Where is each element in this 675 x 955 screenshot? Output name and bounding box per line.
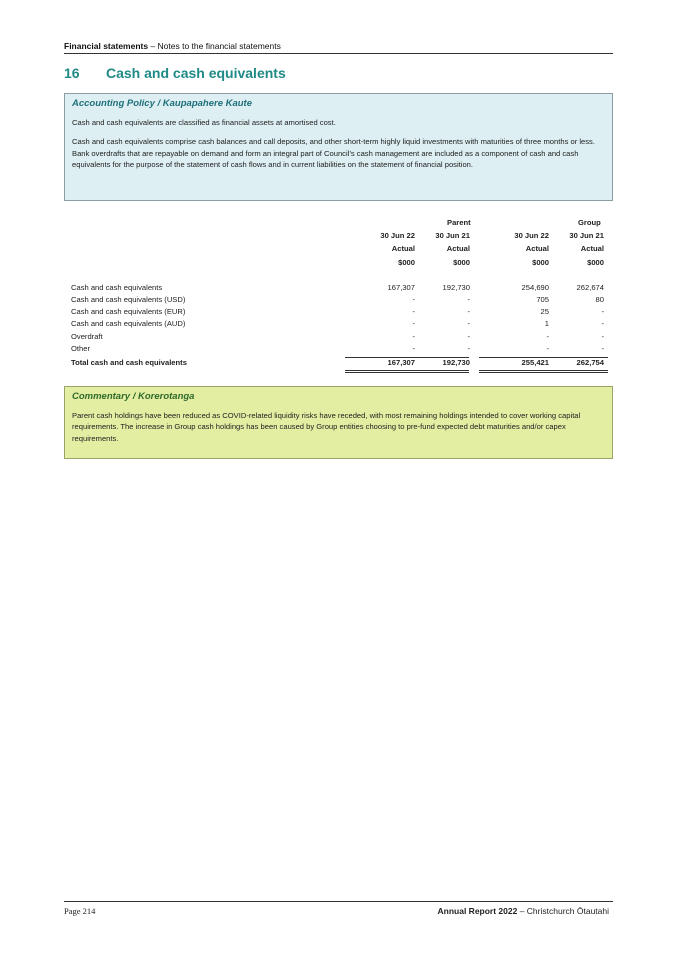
cell: - (467, 294, 470, 304)
page-number: Page 214 (64, 906, 96, 916)
policy-paragraph: Cash and cash equivalents are classified as financial assets at amortised cost. (72, 118, 336, 127)
cell: 254,690 (521, 282, 549, 292)
column-header: Actual (446, 244, 470, 254)
table-row (64, 283, 613, 295)
cell: 192,730 (442, 282, 470, 292)
page-footer (64, 901, 613, 916)
header-subsection: – Notes to the financial statements (148, 41, 281, 51)
commentary-paragraph: Parent cash holdings have been reduced as COVID-related liquidity risks have receded, with most remaining holdings intended to cover working capital requirements. The increase in Group cash holdings has been caused by Group entities choosing to pre-fund expected debt maturities and/or capex requirements. (72, 411, 581, 443)
policy-paragraph: Cash and cash equivalents comprise cash balances and call deposits, and other short-term highly liquid investments with maturities of three months or less. Bank overdrafts that are repayable on demand and form an integral part of Council’s cash management are included as a component of cash and cash equivalents for the purpose of the statement of cash flows and in current liabilities on the statement of financial position. (72, 137, 595, 169)
table-row (64, 344, 613, 356)
report-title (438, 906, 609, 916)
column-header: 30 Jun 22 (514, 231, 549, 241)
accounting-policy-box (64, 93, 613, 201)
table-row (64, 332, 613, 344)
total-label: Total cash and cash equivalents (71, 357, 187, 367)
table-row (64, 295, 613, 307)
row-label: Cash and cash equivalents (AUD) (71, 319, 186, 329)
total-cell: 167,307 (387, 357, 415, 367)
column-header: 30 Jun 22 (380, 231, 415, 241)
row-label: Cash and cash equivalents (USD) (71, 294, 186, 304)
cell: - (467, 319, 470, 329)
cell: - (467, 307, 470, 317)
cell: 25 (540, 307, 549, 317)
cell: - (412, 343, 415, 353)
total-cell: 255,421 (521, 357, 549, 367)
table-row (64, 319, 613, 331)
row-label: Other (71, 343, 90, 353)
total-double-rule (345, 370, 469, 373)
column-header: Actual (391, 244, 415, 254)
column-header: $000 (587, 257, 604, 267)
commentary-heading: Commentary / Korerotanga (72, 391, 195, 402)
cash-table (64, 216, 613, 370)
parent-group-header: Parent (447, 218, 471, 227)
column-header: 30 Jun 21 (435, 231, 470, 241)
section-heading: Cash and cash equivalents (106, 65, 286, 81)
report-name: Annual Report 2022 (437, 906, 518, 916)
cell: - (412, 319, 415, 329)
cell: - (412, 331, 415, 341)
cell: 262,674 (576, 282, 604, 292)
cell: - (412, 307, 415, 317)
commentary-box (64, 386, 613, 459)
cell: - (601, 331, 604, 341)
cell: - (412, 294, 415, 304)
cell: - (601, 307, 604, 317)
cell: 167,307 (387, 282, 415, 292)
group-group-header: Group (578, 218, 601, 227)
cell: - (601, 319, 604, 329)
cell: - (467, 343, 470, 353)
table-group-header-row (64, 216, 613, 228)
table-basis-row (64, 244, 613, 256)
total-cell: 192,730 (442, 357, 470, 367)
column-header: Actual (580, 244, 604, 254)
table-row (64, 307, 613, 319)
cell: 705 (536, 294, 549, 304)
cell: - (546, 343, 549, 353)
column-header: $000 (453, 257, 470, 267)
cell: - (467, 331, 470, 341)
section-number: 16 (64, 65, 80, 81)
report-place: – Christchurch Ōtautahi (517, 906, 609, 916)
column-header: $000 (398, 257, 415, 267)
page-header (64, 41, 613, 54)
row-label: Cash and cash equivalents (71, 282, 163, 292)
cell: 80 (595, 294, 604, 304)
table-units-row (64, 258, 613, 270)
table-date-row (64, 231, 613, 243)
column-header: $000 (532, 257, 549, 267)
total-cell: 262,754 (576, 357, 604, 367)
section-title (64, 65, 286, 81)
row-label: Overdraft (71, 331, 103, 341)
cell: - (601, 343, 604, 353)
table-total-row (64, 358, 613, 370)
column-header: 30 Jun 21 (569, 231, 604, 241)
policy-heading: Accounting Policy / Kaupapahere Kaute (72, 98, 253, 109)
column-header: Actual (525, 244, 549, 254)
row-label: Cash and cash equivalents (EUR) (71, 307, 186, 317)
header-section: Financial statements (64, 41, 149, 51)
cell: - (546, 331, 549, 341)
cell: 1 (544, 319, 549, 329)
total-double-rule (479, 370, 608, 373)
